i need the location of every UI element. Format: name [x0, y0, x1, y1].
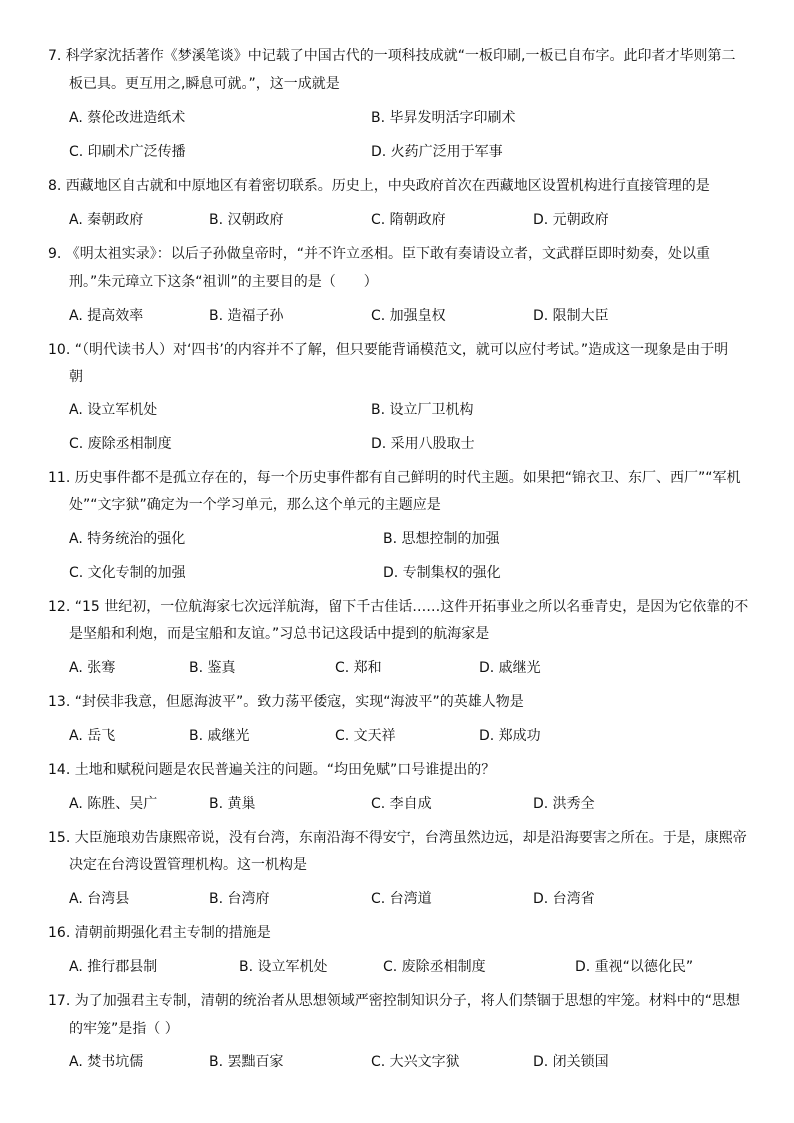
question-14-option-d: D. 洪秀全: [533, 796, 595, 812]
question-17-option-d: D. 闭关锁国: [533, 1054, 609, 1070]
question-17-option-c: C. 大兴文字狱: [371, 1054, 460, 1070]
question-8-option-b: B. 汉朝政府: [209, 212, 284, 228]
question-12-line-2: 是坚船和利炮，而是宝船和友谊。”习总书记这段话中提到的航海家是: [69, 626, 490, 642]
question-16-option-a: A. 推行郡县制: [69, 959, 158, 975]
question-11-line-2: 处”“文字狱”确定为一个学习单元，那么这个单元的主题应是: [69, 497, 441, 513]
question-9-line-2: 刑。”朱元璋立下这条“祖训”的主要目的是（ ）: [69, 274, 378, 290]
question-7-line-2: 板已具。更互用之,瞬息可就。”，这一成就是: [69, 76, 340, 92]
question-16-line-1: 16. 清朝前期强化君主专制的措施是: [48, 925, 271, 941]
question-13-option-c: C. 文天祥: [335, 728, 396, 744]
question-10-option-b: B. 设立厂卫机构: [371, 402, 474, 418]
question-9-line-1: 9. 《明太祖实录》：以后子孙做皇帝时，“并不许立丞相。臣下敢有奏请设立者，文武群臣即时劾奏，处以重: [48, 246, 711, 262]
question-15-option-d: D. 台湾省: [533, 891, 595, 907]
question-14-option-c: C. 李自成: [371, 796, 432, 812]
question-7-option-a: A. 蔡伦改进造纸术: [69, 110, 186, 126]
question-12-option-a: A. 张骞: [69, 660, 116, 676]
question-11-line-1: 11. 历史事件都不是孤立存在的，每一个历史事件都有自己鲜明的时代主题。如果把“锦衣卫、东厂、西厂”“军机: [48, 470, 741, 486]
question-15-option-a: A. 台湾县: [69, 891, 130, 907]
question-12-option-b: B. 鉴真: [189, 660, 236, 676]
question-7-option-b: B. 毕昇发明活字印刷术: [371, 110, 516, 126]
question-16-option-b: B. 设立军机处: [239, 959, 328, 975]
question-13-option-b: B. 戚继光: [189, 728, 250, 744]
question-11-option-a: A. 特务统治的强化: [69, 531, 186, 547]
question-8-option-c: C. 隋朝政府: [371, 212, 446, 228]
question-16-option-d: D. 重视“以德化民”: [575, 959, 694, 975]
question-13-option-a: A. 岳飞: [69, 728, 116, 744]
question-17-line-1: 17. 为了加强君主专制，清朝的统治者从思想领域严密控制知识分子，将人们禁锢于思想的牢笼。材料中的“思想: [48, 993, 740, 1009]
question-14-line-1: 14. 土地和赋税问题是农民普遍关注的问题。“均田免赋”口号谁提出的？: [48, 762, 496, 778]
question-10-option-a: A. 设立军机处: [69, 402, 158, 418]
question-10-line-2: 朝: [69, 369, 83, 385]
question-17-option-a: A. 焚书坑儒: [69, 1054, 144, 1070]
question-7-option-d: D. 火药广泛用于军事: [371, 144, 503, 160]
question-14-option-a: A. 陈胜、吴广: [69, 796, 158, 812]
question-8-line-1: 8. 西藏地区自古就和中原地区有着密切联系。历史上，中央政府首次在西藏地区设置机构进行直接管理的是: [48, 178, 710, 194]
question-15-line-2: 决定在台湾设置管理机构。这一机构是: [69, 857, 307, 873]
question-8-option-a: A. 秦朝政府: [69, 212, 144, 228]
question-10-option-c: C. 废除丞相制度: [69, 436, 172, 452]
question-15-option-b: B. 台湾府: [209, 891, 270, 907]
question-9-option-a: A. 提高效率: [69, 308, 144, 324]
question-15-option-c: C. 台湾道: [371, 891, 432, 907]
question-12-option-c: C. 郑和: [335, 660, 382, 676]
question-15-line-1: 15. 大臣施琅劝告康熙帝说，没有台湾，东南沿海不得安宁，台湾虽然边远，却是沿海要害之所在。于是，康熙帝: [48, 830, 747, 846]
question-13-option-d: D. 郑成功: [479, 728, 541, 744]
question-16-option-c: C. 废除丞相制度: [383, 959, 486, 975]
question-17-option-b: B. 罢黜百家: [209, 1054, 284, 1070]
question-10-line-1: 10. “（明代读书人）对‘四书’的内容并不了解，但只要能背诵模范文，就可以应付考试。”造成这一现象是由于明: [48, 342, 729, 358]
question-11-option-c: C. 文化专制的加强: [69, 565, 186, 581]
question-8-option-d: D. 元朝政府: [533, 212, 609, 228]
question-7-option-c: C. 印刷术广泛传播: [69, 144, 186, 160]
question-11-option-b: B. 思想控制的加强: [383, 531, 500, 547]
question-13-line-1: 13. “封侯非我意，但愿海波平”。致力荡平倭寇，实现“海波平”的英雄人物是: [48, 694, 524, 710]
question-14-option-b: B. 黄巢: [209, 796, 256, 812]
question-10-option-d: D. 采用八股取士: [371, 436, 475, 452]
question-12-option-d: D. 戚继光: [479, 660, 541, 676]
question-9-option-d: D. 限制大臣: [533, 308, 609, 324]
question-7-line-1: 7. 科学家沈括著作《梦溪笔谈》中记载了中国古代的一项科技成就“一板印刷,一板已自布字。此印者才毕则第二: [48, 48, 736, 64]
question-9-option-c: C. 加强皇权: [371, 308, 446, 324]
question-17-line-2: 的牢笼”是指（ ）: [69, 1021, 179, 1037]
question-11-option-d: D. 专制集权的强化: [383, 565, 501, 581]
question-12-line-1: 12. “15 世纪初，一位航海家七次远洋航海，留下千古佳话……这件开拓事业之所以名垂青史，是因为它依靠的不: [48, 599, 749, 615]
question-9-option-b: B. 造福子孙: [209, 308, 284, 324]
